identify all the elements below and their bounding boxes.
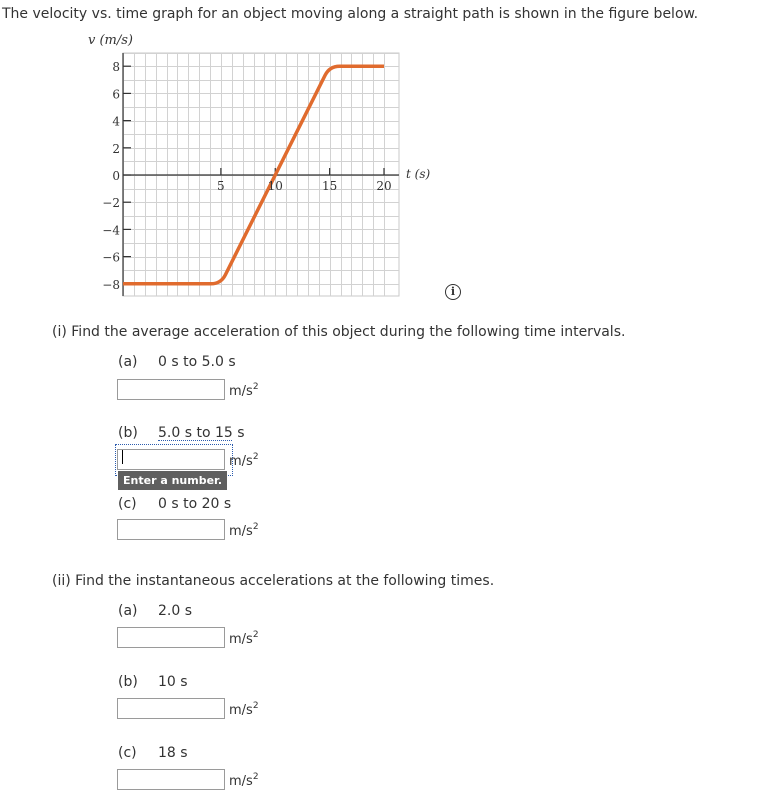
- part-i-a-interval: 0 s to 5.0 s: [158, 354, 236, 370]
- x-tick-label: 10: [267, 179, 283, 193]
- enter-number-tooltip: Enter a number.: [118, 471, 227, 490]
- y-tick-label: 8: [112, 60, 120, 75]
- part-ii-c-label: [118, 745, 188, 761]
- part-i-c-unit: $m/s^2$: [229, 522, 259, 539]
- y-axis-title: v (m/s): [88, 33, 133, 48]
- part-i-b-answer-input[interactable]: [117, 449, 225, 470]
- y-tick-label: −8: [102, 277, 120, 292]
- part-ii-a-answer-input[interactable]: [117, 627, 225, 648]
- x-tick-label: 20: [376, 179, 392, 193]
- x-tick-label: 15: [321, 179, 338, 193]
- y-tick-label: −4: [102, 223, 120, 238]
- part-i-a-unit: $m/s^2$: [229, 382, 259, 399]
- part-ii-a-letter: (a): [118, 603, 138, 619]
- part-i-a-answer-input[interactable]: [117, 379, 225, 400]
- y-tick-label: −2: [102, 196, 120, 211]
- part-i-c-letter: (c): [118, 496, 137, 512]
- focus-underline: [158, 440, 232, 441]
- question-intro: The velocity vs. time graph for an object moving along a straight path is shown in the figure below.: [2, 6, 699, 22]
- x-axis-title: t (s): [406, 167, 431, 181]
- part-ii-c-letter: (c): [118, 745, 137, 761]
- part-ii-heading: (ii) Find the instantaneous accelerations at the following times.: [52, 573, 495, 589]
- part-ii-a-time: 2.0 s: [158, 603, 193, 619]
- part-ii-b-answer-input[interactable]: [117, 698, 225, 719]
- part-ii-c-unit: $m/s^2$: [229, 772, 259, 789]
- y-tick-label: 6: [112, 87, 120, 102]
- part-i-c-label: [118, 496, 231, 512]
- part-ii-b-letter: (b): [118, 674, 138, 690]
- text-cursor: [122, 450, 123, 464]
- y-tick-label: 2: [112, 141, 120, 156]
- velocity-time-graph: [0, 0, 774, 310]
- part-i-heading: (i) Find the average acceleration of this object during the following time intervals.: [52, 324, 626, 340]
- y-tick-label: 4: [112, 114, 120, 129]
- part-ii-a-label: [118, 603, 192, 619]
- part-ii-c-time: 18 s: [158, 745, 188, 761]
- y-tick-label: 0: [112, 169, 120, 183]
- part-i-b-letter: (b): [118, 425, 138, 441]
- part-i-b-label: [118, 425, 245, 441]
- info-icon[interactable]: i: [445, 284, 461, 300]
- y-tick-label: −6: [102, 250, 120, 265]
- x-tick-label: 5: [217, 179, 225, 193]
- part-ii-c-answer-input[interactable]: [117, 769, 225, 790]
- part-i-c-interval: 0 s to 20 s: [158, 496, 232, 512]
- part-ii-b-label: [118, 674, 188, 690]
- part-i-c-answer-input[interactable]: [117, 519, 225, 540]
- part-i-b-unit: $m/s^2$: [229, 452, 259, 469]
- part-ii-b-time: 10 s: [158, 674, 188, 690]
- part-i-a-label: [118, 354, 236, 370]
- part-ii-b-unit: $m/s^2$: [229, 701, 259, 718]
- part-ii-a-unit: $m/s^2$: [229, 630, 259, 647]
- part-i-b-interval: 5.0 s to 15 s: [158, 425, 245, 441]
- part-i-a-letter: (a): [118, 354, 138, 370]
